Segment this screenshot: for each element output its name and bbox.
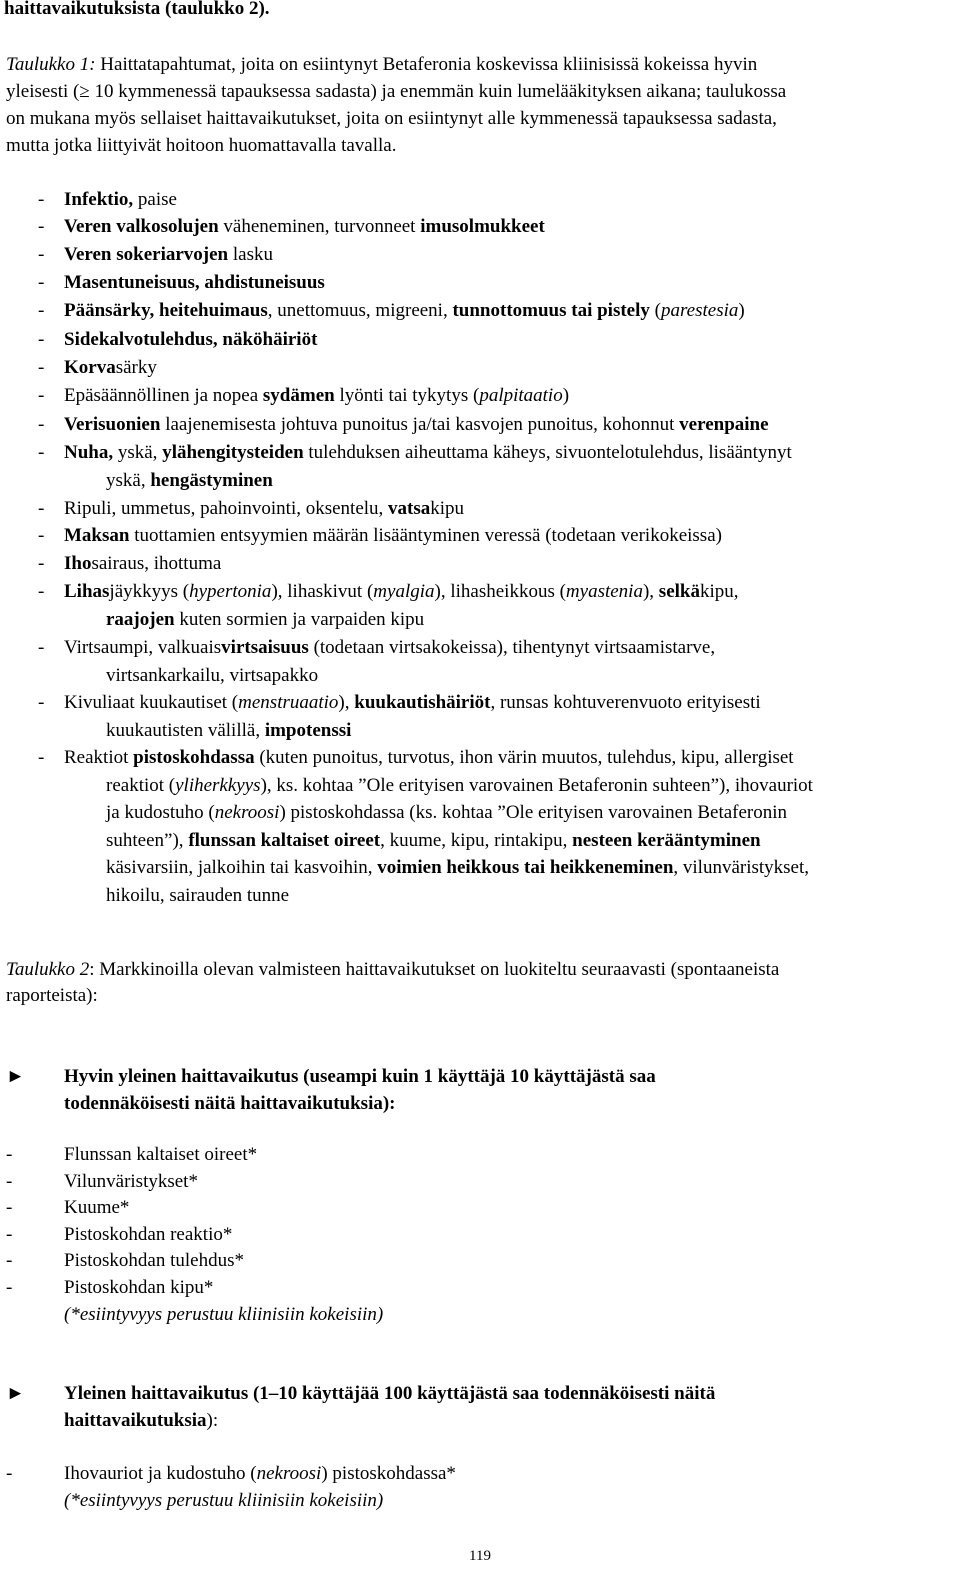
list-dash: - [38,442,45,463]
frequency-heading-text: Hyvin yleinen haittavaikutus (useampi kuin 1 käyttäjä 10 käyttäjästä saa todennäköisesti näitä haittavaikutuksia): [64,1066,656,1114]
list-dash: - [38,329,45,350]
list-item-text: Veren valkosolujen väheneminen, turvonneet imusolmukkeet [64,216,545,237]
table1-caption [6,51,956,159]
list-item-text: Infektio, paise [64,189,177,210]
list-dash: - [6,1250,13,1271]
page-number: 119 [469,1548,491,1564]
table1-label: Taulukko 1: [6,54,96,75]
list-item [6,1195,129,1221]
list-item-text: Vilunväristykset* [64,1170,198,1192]
list-dash: - [6,1276,13,1298]
list-item-text: Lihasjäykkyys (hypertonia), lihaskivut (myalgia), lihasheikkous (myastenia), selkäkipu, raajojen kuten sormien ja varpaiden kipu [64,581,739,630]
list-item-text: Pistoskohdan kipu* [64,1276,214,1298]
list-dash: - [38,692,45,713]
list-item [38,269,943,297]
table2-label: Taulukko 2 [6,959,90,980]
list-item [38,689,943,744]
list-item [6,1248,244,1274]
triangle-bullet-icon: ► [6,1383,25,1404]
list-item [38,297,943,325]
triangle-bullet-icon: ► [6,1066,25,1087]
very-common-note: (*esiintyvyys perustuu kliinisiin kokeisiin) [64,1304,384,1325]
list-item-text: Päänsärky, heitehuimaus, unettomuus, migreeni, tunnottomuus tai pistely (parestesia) [64,300,745,321]
list-item-text: Pistoskohdan tulehdus* [64,1250,244,1271]
list-item-text: Flunssan kaltaiset oireet* [64,1144,258,1165]
list-item [38,634,943,689]
list-dash: - [6,1197,13,1218]
list-item [6,1275,213,1301]
table2-caption-line1: : Markkinoilla olevan valmisteen haittavaikutukset on luokiteltu seuraavasti (spontaaneista [89,959,780,980]
list-item [38,186,943,214]
list-item [6,1222,232,1248]
list-item [38,241,943,269]
list-item-text: Epäsäännöllinen ja nopea sydämen lyönti tai tykytys (palpitaatio) [64,385,570,406]
list-dash: - [38,244,45,265]
top-fragment: haittavaikutuksista (taulukko 2). [4,0,270,19]
table2-caption-line2: raporteista): [6,985,98,1006]
list-item-text: Ripuli, ummetus, pahoinvointi, oksentelu, vatsakipu [64,498,465,519]
list-item [38,495,943,523]
table1-caption-line3: on mukana myös sellaiset haittavaikutukset, joita on esiintynyt alle kymmenessä tapauksessa sadasta, [6,108,777,129]
list-item [38,744,943,909]
table1-caption-line2: yleisesti (≥ 10 kymmenessä tapauksessa sadasta) ja enemmän kuin lumelääkityksen aikana; taulukossa [6,81,787,102]
list-item [38,382,943,410]
list-dash: - [38,581,45,602]
list-item [6,1169,198,1195]
list-item [38,354,943,382]
list-item: - Ihovauriot ja kudostuho (nekroosi) pistoskohdassa* [6,1463,456,1484]
list-item [38,522,943,550]
list-dash: - [38,357,45,378]
frequency-heading-common [6,1380,715,1434]
list-dash: - [6,1223,13,1245]
list-item-text: Kuume* [64,1197,130,1218]
list-item-text: Maksan tuottamien entsyymien määrän lisääntyminen veressä (todetaan verikokeissa) [64,525,722,546]
list-item-text: Ihosairaus, ihottuma [64,553,222,574]
list-dash: - [38,498,45,519]
list-dash: - [38,216,45,237]
list-item-text: Korvasärky [64,357,157,378]
list-dash: - [38,553,45,574]
list-dash: - [38,189,45,210]
list-dash: - [38,272,45,293]
list-item-text: Nuha, yskä, ylähengitysteiden tulehduksen aiheuttama käheys, sivuontelotulehdus, lisääntynyt yskä, hengästyminen [64,442,792,491]
list-item-text: Virtsaumpi, valkuaisvirtsaisuus (todetaan virtsakokeissa), tihentynyt virtsaamistarve, virtsankarkailu, virtsapakko [64,637,716,686]
list-item-text: Masentuneisuus, ahdistuneisuus [64,272,325,293]
list-dash: - [6,1170,13,1192]
list-dash: - [38,747,45,768]
frequency-heading-very-common [6,1063,656,1117]
list-item-text: Sidekalvotulehdus, näköhäiriöt [64,329,318,350]
list-item [38,326,943,354]
table1-caption-line4: mutta jotka liittyivät hoitoon huomattavalla tavalla. [6,135,397,156]
table2-caption [6,957,779,1009]
list-item-text: Reaktiot pistoskohdassa (kuten punoitus, turvotus, ihon värin muutos, tulehdus, kipu, allergiset reaktiot (yliherkkyys), ks. kohtaa ”Ole erityisen varovainen Betaferonin suhteen”), ihovauriot ja kudostuho (nekroosi) pistoskohdassa (ks. kohtaa ”Ole erityisen varovainen Betaferonin suhteen”), flunssan kaltaiset oireet, kuume, kipu, rintakipu, nesteen kerääntyminen käsivarsiin, jalkoihin tai kasvoihin, voimien heikkous tai heikkeneminen, vilunväristykset, hikoilu, sairauden tunne [64,747,813,906]
list-item [38,213,943,241]
list-dash: - [38,385,45,406]
list-dash: - [38,300,45,321]
list-item [38,439,943,494]
list-dash: - [38,525,45,546]
list-item-text: Kivuliaat kuukautiset (menstruaatio), kuukautishäiriöt, runsas kohtuverenvuoto erityisesti kuukautisten välillä, impotenssi [64,692,761,741]
list-item [38,578,943,633]
list-item-text: Pistoskohdan reaktio* [64,1223,233,1245]
list-item-text: Verisuonien laajenemisesta johtuva punoitus ja/tai kasvojen punoitus, kohonnut verenpaine [64,414,769,435]
table1-caption-line1: Haittatapahtumat, joita on esiintynyt Betaferonia koskevissa kliinisissä kokeissa hyvin [95,54,758,75]
list-dash: - [38,637,45,658]
frequency-heading-text: Yleinen haittavaikutus (1–10 käyttäjää 100 käyttäjästä saa todennäköisesti näitä haittavaikutuksia): [64,1383,716,1431]
list-dash: - [6,1144,13,1165]
list-dash: - [38,414,45,435]
list-item-text: Veren sokeriarvojen lasku [64,244,273,265]
list-item [38,550,943,578]
list-item [38,411,943,439]
common-note: (*esiintyvyys perustuu kliinisiin kokeisiin) [64,1490,384,1511]
list-item [6,1142,257,1168]
